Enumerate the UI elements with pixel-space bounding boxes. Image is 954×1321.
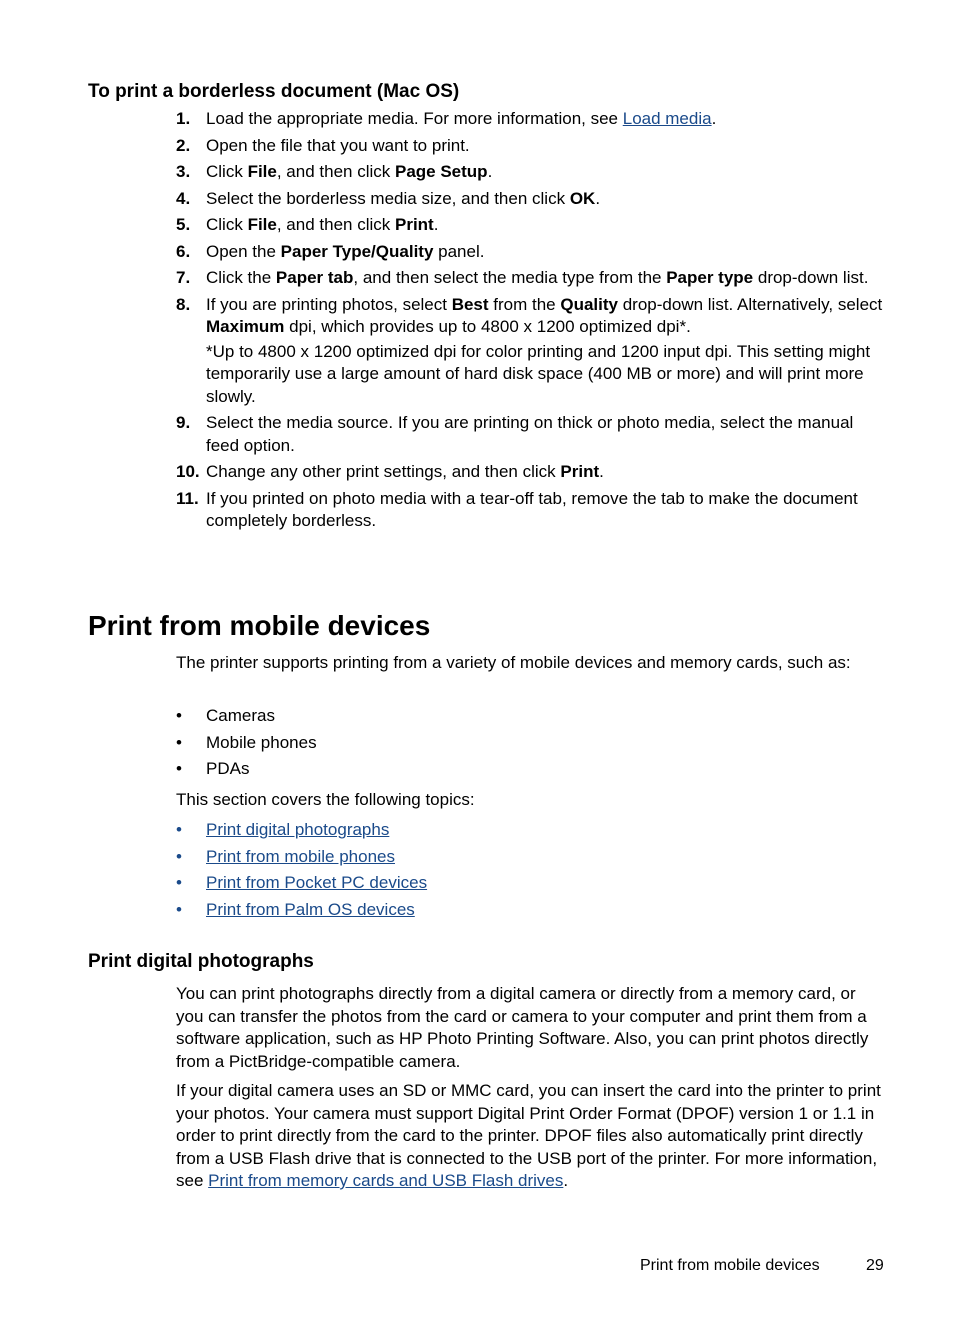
ui-term: OK bbox=[569, 188, 596, 208]
bullet-icon: • bbox=[176, 846, 182, 866]
topic-list-item[interactable] bbox=[176, 872, 886, 895]
cross-reference-link[interactable]: Load media bbox=[622, 109, 712, 128]
text-run: from the bbox=[488, 294, 561, 314]
step-text bbox=[206, 294, 886, 339]
text-run: drop-down list. Alternatively, select bbox=[618, 294, 883, 314]
text-run: dpi, which provides up to 4800 x 1200 optimized dpi*. bbox=[284, 317, 691, 336]
step-number: 1. bbox=[176, 109, 191, 128]
text-run: Select the media source. If you are printing on thick or photo media, select the manual feed option. bbox=[206, 413, 854, 455]
text-run: . bbox=[711, 109, 717, 128]
bullet-icon: • bbox=[176, 820, 182, 839]
digital-photos-paragraph-2 bbox=[176, 1080, 886, 1193]
ui-term: Print bbox=[560, 462, 600, 481]
text-run: Select the borderless media size, and then click bbox=[206, 188, 570, 208]
bullet-icon: • bbox=[176, 759, 182, 778]
step-item bbox=[176, 135, 886, 158]
ui-term: Paper tab bbox=[275, 268, 354, 287]
text-run: . bbox=[595, 188, 601, 208]
ui-term: File bbox=[247, 162, 277, 181]
device-list-item bbox=[176, 705, 886, 728]
step-footnote: *Up to 4800 x 1200 optimized dpi for color printing and 1200 input dpi. This setting might temporarily use a large amount of hard disk space (400 MB or more) and will print more slowly. bbox=[206, 341, 871, 406]
step-number: 6. bbox=[176, 241, 191, 261]
ui-term: Quality bbox=[560, 294, 618, 314]
step-text bbox=[206, 135, 886, 158]
step-text bbox=[206, 488, 886, 533]
step-number: 2. bbox=[176, 135, 191, 155]
step-number: 4. bbox=[176, 188, 191, 208]
topics-link-list bbox=[176, 819, 886, 925]
step-text bbox=[206, 267, 886, 290]
step-number: 7. bbox=[176, 268, 191, 287]
text-run: . bbox=[563, 1171, 569, 1190]
text-run: , and then click bbox=[276, 215, 395, 234]
section-heading-borderless-mac: To print a borderless document (Mac OS) bbox=[88, 81, 460, 102]
text-run: Click bbox=[206, 162, 248, 181]
device-list-item bbox=[176, 732, 886, 755]
step-text bbox=[206, 108, 886, 131]
step-item bbox=[176, 161, 886, 184]
page-title: Print from mobile devices bbox=[88, 610, 431, 641]
device-list bbox=[176, 705, 886, 785]
step-number: 3. bbox=[176, 162, 191, 181]
step-item bbox=[176, 461, 886, 484]
topic-link[interactable]: Print from Pocket PC devices bbox=[206, 873, 428, 892]
step-item bbox=[176, 188, 886, 211]
step-number: 5. bbox=[176, 215, 191, 234]
ui-term: Page Setup bbox=[394, 162, 488, 181]
step-text bbox=[206, 412, 886, 457]
text-run: . bbox=[433, 215, 439, 234]
step-item bbox=[176, 267, 886, 290]
step-number: 11. bbox=[176, 488, 199, 508]
borderless-steps-list bbox=[176, 108, 886, 537]
text-run: Open the file that you want to print. bbox=[206, 135, 470, 155]
step-text bbox=[206, 188, 886, 211]
step-number: 10. bbox=[176, 462, 200, 481]
page-number: 29 bbox=[866, 1257, 884, 1274]
text-run: Change any other print settings, and then click bbox=[206, 462, 561, 481]
ui-term: Paper type bbox=[666, 268, 754, 287]
bullet-icon: • bbox=[176, 706, 182, 725]
section-heading-digital-photos: Print digital photographs bbox=[88, 951, 314, 972]
bullet-icon: • bbox=[176, 732, 182, 752]
step-item bbox=[176, 214, 886, 237]
device-label: Mobile phones bbox=[206, 732, 317, 752]
text-run: If you are printing photos, select bbox=[206, 294, 452, 314]
topic-link[interactable]: Print digital photographs bbox=[206, 820, 390, 839]
ui-term: Paper Type/Quality bbox=[280, 241, 434, 261]
step-item bbox=[176, 412, 886, 457]
device-label: PDAs bbox=[206, 759, 250, 778]
digital-photos-paragraph-1: You can print photographs directly from a digital camera or directly from a memory card, or you can transfer the photos from the card or camera to your computer and print them from a software application, such as HP Photo Printing Software. Also, you can print photos directly from a PictBridge-compatible camera. bbox=[176, 984, 869, 1071]
step-item bbox=[176, 108, 886, 131]
step-number: 9. bbox=[176, 413, 191, 432]
device-label: Cameras bbox=[206, 706, 275, 725]
device-list-item bbox=[176, 758, 886, 781]
mobile-intro-paragraph: The printer supports printing from a variety of mobile devices and memory cards, such as: bbox=[176, 653, 851, 672]
step-text bbox=[206, 161, 886, 184]
footer-section-title: Print from mobile devices bbox=[640, 1257, 820, 1274]
ui-term: Print bbox=[394, 215, 434, 234]
text-run: Load the appropriate media. For more information, see bbox=[206, 109, 623, 128]
topic-link[interactable]: Print from mobile phones bbox=[206, 846, 395, 866]
topic-link[interactable]: Print from Palm OS devices bbox=[206, 899, 415, 919]
step-text bbox=[206, 461, 886, 484]
text-run: Click the bbox=[206, 268, 276, 287]
topics-intro: This section covers the following topics: bbox=[176, 790, 475, 809]
text-run: , and then select the media type from the bbox=[353, 268, 667, 287]
text-run: panel. bbox=[433, 241, 485, 261]
step-item bbox=[176, 294, 886, 409]
text-run: Open the bbox=[206, 241, 281, 261]
cross-reference-link[interactable]: Print from memory cards and USB Flash drives bbox=[208, 1171, 564, 1190]
ui-term: Best bbox=[451, 294, 489, 314]
topic-list-item[interactable] bbox=[176, 846, 886, 869]
text-run: If your digital camera uses an SD or MMC card, you can insert the card into the printer to print your photos. Your camera must support Digital Print Order Format (DPOF) version 1 or 1.1 in order to print directly from the card to the printer. DPOF files also automatically print directly from a USB Flash drive that is connected to the USB port of the printer. For more information, see bbox=[176, 1081, 881, 1190]
text-run: , and then click bbox=[276, 162, 395, 181]
bullet-icon: • bbox=[176, 899, 182, 919]
bullet-icon: • bbox=[176, 873, 182, 892]
step-text bbox=[206, 214, 886, 237]
topic-list-item[interactable] bbox=[176, 819, 886, 842]
text-run: . bbox=[487, 162, 493, 181]
ui-term: Maximum bbox=[206, 317, 285, 336]
step-text bbox=[206, 241, 886, 264]
text-run: drop-down list. bbox=[753, 268, 869, 287]
step-item bbox=[176, 488, 886, 533]
ui-term: File bbox=[247, 215, 277, 234]
text-run: If you printed on photo media with a tear-off tab, remove the tab to make the document completely borderless. bbox=[206, 488, 858, 530]
step-item bbox=[176, 241, 886, 264]
step-number: 8. bbox=[176, 294, 191, 314]
topic-list-item[interactable] bbox=[176, 899, 886, 922]
text-run: Click bbox=[206, 215, 248, 234]
text-run: . bbox=[599, 462, 604, 481]
